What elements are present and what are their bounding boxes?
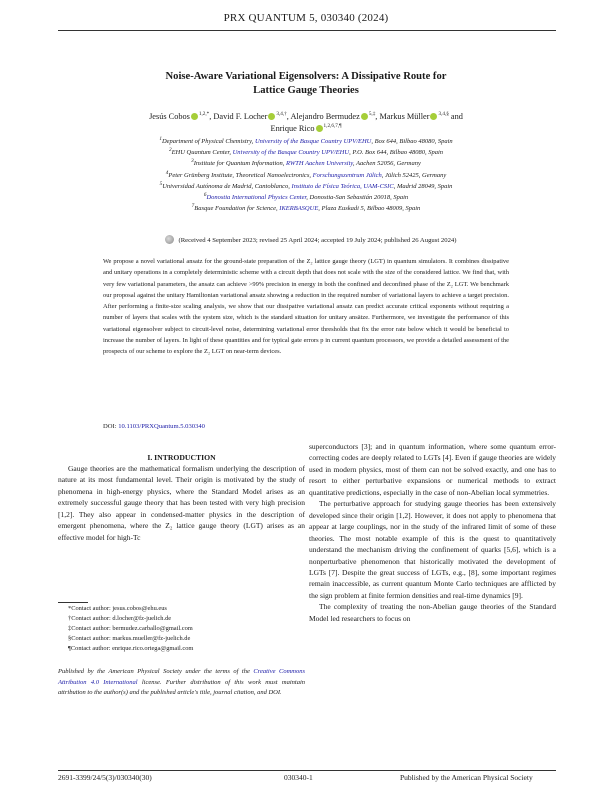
title-line-2: Lattice Gauge Theories	[253, 84, 359, 96]
affiliation-text: Peter Grünberg Institute, Theoretical Nanoelectronics,	[168, 171, 313, 179]
body-paragraph: Gauge theories are the mathematical formalism underlying the description of nature at its most fundamental level. Their origin is motivated by the study of phenomena in high-energy physics, where the Standard Model arises as an extremely successful gauge theory that has been tested with very high precision [1,2]. They also appear in condensed-matter physics in the description of emergent phenomena, where the Z₂ lattice gauge theory (LGT) arises as an effective model for high-Tc	[58, 464, 305, 542]
affiliation	[78, 147, 534, 158]
affiliation	[78, 158, 534, 169]
orcid-icon[interactable]	[430, 113, 437, 120]
author-list	[90, 111, 522, 134]
affiliation-number: 5	[159, 180, 163, 187]
affiliation	[78, 181, 534, 192]
footnote: *Contact author: jesus.cobos@ehu.eus	[68, 605, 167, 612]
footer-page-number: 030340-1	[284, 773, 313, 782]
affiliation-number: 7	[191, 203, 195, 210]
affiliation-text: Universidad Autónoma de Madrid, Cantoblanco,	[162, 182, 292, 190]
affiliation-marks: 3,4,†	[276, 111, 287, 118]
author-name: Enrique Rico	[270, 123, 315, 133]
body-paragraph: The perturbative approach for studying gauge theories has been extensively developed since their origin [1,2]. However, it does not apply to phenomena that appear at large couplings, nor in the study of the infrared limit of some of these theories. The most notable example of this is the quest to quantitatively understand the mechanism driving the confinement of quarks [5,6], which is a nonperturbative phenomenon that historically motivated the development of LGTs [7]. Despite the great success of LGTs, e.g., [8], some important regimes remain inaccessible, as current quantum Monte Carlo techniques are afflicted by the sign problem at finite fermion densities and real-time dynamics [9].	[309, 499, 556, 600]
affiliation	[78, 170, 534, 181]
doi-line	[103, 423, 205, 430]
affiliation-address: , P.O. Box 644, Bilbao 48080, Spain	[349, 149, 444, 157]
affiliation-number: 3	[191, 158, 194, 165]
body-paragraph: superconductors [3]; and in quantum information, where some quantum error-correcting codes are deeply related to LGTs [4]. Even if gauge theories are widely used in modern physics, most of them can not be solved exactly, and one has to resort to either perturbative expansions or numerical methods to extract quantitative predictions, especially in the case of non-Abelian local symmetries.	[309, 442, 556, 497]
author	[290, 112, 377, 121]
journal-header: PRX QUANTUM 5, 030340 (2024)	[223, 12, 389, 24]
affiliation-address: , Aachen 52056, Germany	[352, 160, 421, 168]
affiliation-address: , Donostia-San Sebastián 20018, Spain	[306, 194, 409, 202]
body-paragraph: The complexity of treating the non-Abelian gauge theories of the Standard Model led researchers to focus on	[309, 602, 556, 623]
affiliation-link[interactable]: RWTH Aachen University	[286, 160, 353, 168]
author	[379, 112, 462, 121]
footnote: ‡Contact author: bermudez.carballo@gmail.com	[68, 625, 193, 633]
affiliation-number: 6	[203, 191, 207, 198]
author-name: David F. Locher	[213, 112, 268, 121]
abstract: We propose a novel variational ansatz for the ground-state preparation of the Z₂ lattice gauge theory (LGT) in quantum simulators. It combines dissipative and unitary operations in a completely deterministic scheme with a circuit depth that does not scale with the size of the considered lattice. We find that, with very few variational parameters, the ansatz can achieve >99% precision in energy in both the confined and deconfined phase of the Z₂ LGT. We benchmark our proposal against the unitary Hamiltonian variational ansatz showing a reduction in the required number of variational layers to achieve a target precision. After performing a finite-size scaling analysis, we show that our dissipative variational ansatz can predict accurate critical exponents without requiring a number of layers that scales with the system size, which is the standard situation for unitary ansätze. Furthermore, we investigate the performance of this variational eigensolver subject to circuit-level noise, determining variational error thresholds that fix the error rate below which it would be beneficial to increase the number of layers. In light of these quantities and for typical gate errors p in current quantum processors, we provide a detailed assessment of the prospects of our scheme to explore the Z₂ LGT on near-term devices.	[103, 258, 509, 355]
license-link[interactable]: Creative Commons Attribution 4.0 International	[58, 668, 305, 686]
footer-rule	[58, 770, 556, 771]
affiliation-address: , Box 644, Bilbao 48080, Spain	[371, 138, 453, 145]
footnote: ¶Contact author: enrique.rico.ortega@gmail.com	[68, 645, 194, 653]
affiliation-link[interactable]: Forschungszentrum Jülich	[312, 171, 382, 179]
affiliation	[78, 203, 534, 214]
author-name: Markus Müller	[379, 112, 430, 121]
footnote: §Contact author: markus.mueller@fz-juelich.de	[68, 635, 191, 643]
affiliation-link[interactable]: University of the Basque Country UPV/EHU	[254, 138, 372, 145]
section-heading: I. INTRODUCTION	[147, 453, 216, 462]
affiliation-number: 4	[165, 169, 169, 176]
author-separator: ,	[286, 112, 289, 121]
affiliation	[78, 192, 534, 203]
footer-issn: 2691-3399/24/5(3)/030340(30)	[58, 773, 152, 782]
author-name: Alejandro Bermudez	[290, 112, 360, 121]
affiliation-text: EHU Quantum Center,	[171, 149, 233, 157]
footnotes	[58, 604, 305, 654]
affiliation-number: 2	[168, 147, 172, 154]
orcid-icon[interactable]	[268, 113, 275, 120]
check-for-updates-icon[interactable]	[165, 235, 174, 244]
doi-label: DOI:	[103, 423, 119, 430]
title-line-1: Noise-Aware Variational Eigensolvers: A Dissipative Route for	[165, 71, 447, 82]
header-rule	[58, 30, 556, 31]
left-column	[58, 463, 305, 543]
affiliation-marks: 5,‡	[368, 111, 376, 118]
author-name: Jesús Cobos	[149, 112, 190, 121]
orcid-icon[interactable]	[361, 113, 368, 120]
author	[149, 112, 211, 121]
affiliation-address: , Plaza Euskadi 5, Bilbao 48009, Spain	[318, 205, 421, 213]
orcid-icon[interactable]	[191, 113, 198, 120]
license-post: license. Further distribution of this work must maintain attribution to the author(s) and the published article's title, journal citation, and DOI.	[58, 678, 305, 697]
affiliation-link[interactable]: Instituto de Física Teórica, UAM-CSIC	[291, 182, 394, 190]
footnote: †Contact author: d.locher@fz-juelich.de	[68, 615, 172, 623]
affiliation	[78, 136, 534, 147]
author	[271, 124, 342, 133]
affiliation-marks: 1,2,6,7,¶	[323, 122, 342, 129]
author-separator: ,	[375, 112, 378, 121]
footnote-rule	[58, 602, 88, 603]
affiliation-address: , Jülich 52425, Germany	[381, 171, 447, 179]
right-column	[309, 441, 556, 624]
footer-publisher: Published by the American Physical Society	[400, 773, 533, 782]
affiliation-text: Institute for Quantum Information,	[193, 160, 286, 168]
affiliation-text: Department of Physical Chemistry,	[161, 138, 255, 145]
author-separator: and	[448, 112, 463, 121]
affiliation-link[interactable]: Donostia International Physics Center	[206, 194, 307, 202]
orcid-icon[interactable]	[316, 125, 323, 132]
author	[213, 112, 288, 121]
affiliation-number: 1	[159, 135, 162, 142]
paper-title	[60, 70, 552, 97]
doi-link[interactable]: 10.1103/PRXQuantum.5.030340	[118, 423, 205, 430]
affiliation-list	[78, 136, 534, 214]
license-pre: Published by the American Physical Society under the terms of the	[58, 668, 254, 675]
affiliation-link[interactable]: University of the Basque Country UPV/EHU	[232, 149, 350, 157]
affiliation-link[interactable]: IKERBASQUE	[279, 205, 319, 213]
affiliation-address: , Madrid 28049, Spain	[393, 182, 453, 190]
received-dates	[76, 235, 546, 244]
affiliation-marks: 1,2,*	[198, 111, 210, 118]
affiliation-marks: 3,4,§	[438, 111, 449, 118]
received-text: (Received 4 September 2023; revised 25 April 2024; accepted 19 July 2024; published 26 August 2024)	[178, 237, 457, 244]
affiliation-text: Basque Foundation for Science,	[194, 205, 280, 213]
license-notice	[58, 667, 305, 699]
author-separator: ,	[209, 112, 212, 121]
